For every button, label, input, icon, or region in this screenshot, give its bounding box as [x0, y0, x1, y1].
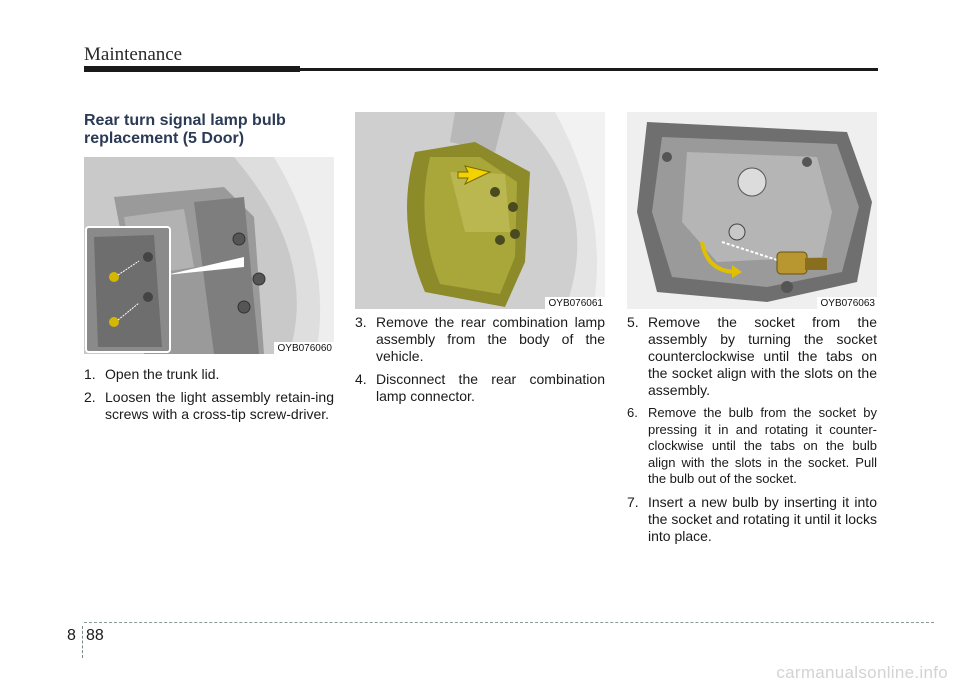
steps-list-1	[84, 366, 334, 423]
steps-list-3	[627, 314, 877, 545]
heading-line-2: replacement (5 Door)	[84, 130, 245, 147]
heading-line-1: Rear turn signal lamp bulb	[84, 112, 286, 129]
steps-list-2	[355, 314, 605, 405]
header-rule-accent	[84, 66, 300, 72]
chapter-number: 8	[67, 627, 76, 644]
watermark: carmanualsonline.info	[776, 663, 948, 682]
step-item: 2. Loosen the light assembly retain-ing screws with a cross-tip screw-driver.	[84, 389, 334, 422]
lamp-removal-illustration	[355, 112, 605, 309]
tail-lamp-screws-illustration	[84, 157, 334, 354]
column-2	[355, 112, 605, 411]
page-number: 88	[86, 627, 104, 644]
section-title: Maintenance	[84, 44, 183, 65]
column-1	[84, 112, 334, 429]
column-3	[627, 112, 877, 551]
step-item: 6. Remove the bulb from the socket by pressing it in and rotating it counter-clockwise until the tabs on the bulb align with the slots in the socket. Pull the bulb out of the socket.	[627, 405, 877, 486]
procedure-heading	[84, 112, 334, 148]
step-item: 3. Remove the rear combination lamp assembly from the body of the vehicle.	[355, 314, 605, 364]
bulb-socket-illustration	[627, 112, 877, 309]
figure-oyb076061	[355, 112, 605, 309]
step-item: 4. Disconnect the rear combination lamp connector.	[355, 371, 605, 404]
figure-oyb076060	[84, 157, 334, 354]
figure-code: OYB076061	[545, 297, 606, 309]
footer-separator	[82, 626, 83, 658]
step-item: 5. Remove the socket from the assembly by turning the socket counterclockwise until the tabs on the socket align with the slots on the assembly.	[627, 314, 877, 398]
figure-code: OYB076060	[274, 342, 335, 354]
figure-code: OYB076063	[817, 297, 878, 309]
footer-divider	[84, 622, 934, 623]
step-item: 7. Insert a new bulb by inserting it into the socket and rotating it until it locks into place.	[627, 493, 877, 544]
step-item: 1. Open the trunk lid.	[84, 366, 220, 382]
figure-oyb076063	[627, 112, 877, 309]
